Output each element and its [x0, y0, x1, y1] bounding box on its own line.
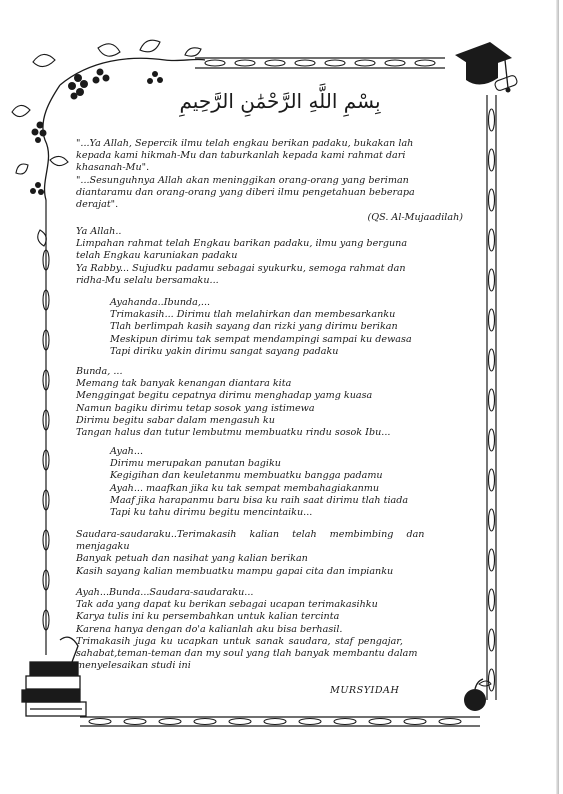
mother-line: Bunda, ...: [76, 366, 123, 377]
quote-line: diantaramu dan orang-orang yang diberi ilmu pengetahuan beberapa: [76, 186, 415, 198]
closing-line: Karya tulis ini ku persembahkan untuk kalian tercinta: [76, 611, 340, 623]
graduation-cap-icon: [455, 42, 518, 93]
mother-line: Dirimu begitu sabar dalam mengasuh ku: [76, 414, 275, 426]
father-line: Maaf jika harapanmu baru bisa ku raih saat dirimu tlah tiada: [110, 494, 409, 506]
father-line: Tapi ku tahu dirimu begitu mencintaiku...: [110, 507, 313, 519]
father-block: [110, 446, 450, 519]
basmala-calligraphy: [179, 74, 381, 122]
father-line: Kegigihan dan keuletanmu membuatku bangga padamu: [110, 470, 383, 482]
siblings-block: [76, 529, 464, 578]
siblings-line: Kasih sayang kalian membuatku mampu gapai cita dan impianku: [76, 565, 394, 577]
mother-line: Namun bagiku dirimu tetap sosok yang istimewa: [76, 402, 315, 414]
quote-block: [76, 138, 464, 211]
parents-line: Tapi diriku yakin dirimu sangat sayang padaku: [110, 345, 339, 357]
prayer-line: ridha-Mu selalu bersamaku...: [76, 274, 219, 286]
prayer-line: telah Engkau karuniakan padaku: [76, 250, 238, 262]
parents-line: Tlah berlimpah kasih sayang dan rizki yang dirimu berikan: [110, 321, 398, 333]
prayer-block: [76, 226, 464, 287]
mother-block: [76, 366, 464, 439]
parents-block: [110, 297, 450, 358]
closing-line: menyelesaikan studi ini: [76, 660, 191, 672]
closing-line: Karena hanya dengan do'a kalianlah aku bisa berhasil.: [76, 623, 343, 635]
closing-block: [76, 587, 464, 672]
mother-line: Memang tak banyak kenangan diantara kita: [76, 378, 292, 390]
siblings-line: menjagaku: [76, 541, 130, 553]
mother-line: Tangan halus dan tutur lembutmu membuatku rindu sosok Ibu...: [76, 427, 391, 439]
father-line: Dirimu merupakan panutan bagiku: [110, 458, 281, 470]
siblings-line: Banyak petuah dan nasihat yang kalian berikan: [76, 553, 308, 565]
closing-line: Trimakasih juga ku ucapkan untuk sanak saudara, staf pengajar,: [76, 635, 403, 647]
parents-line: Meskipun dirimu tak sempat mendampingi sampai ku dewasa: [110, 333, 412, 345]
quote-line: derajat".: [76, 199, 119, 211]
mother-line: Menggingat begitu cepatnya dirimu menghadap yamg kuasa: [76, 390, 373, 402]
quote-line: khasanah-Mu".: [76, 162, 150, 174]
siblings-line: Saudara-saudaraku..Terimakasih kalian telah membimbing dan: [76, 529, 425, 540]
quote-line: kepada kami hikmah-Mu dan taburkanlah kepada kami rahmat dari: [76, 150, 406, 162]
closing-line: Ayah...Bunda...Saudara-saudaraku...: [76, 587, 254, 598]
signature-name: MURSYIDAH: [330, 685, 400, 696]
father-line: Ayah...: [110, 446, 144, 457]
prayer-line: Ya Allah..: [76, 226, 122, 237]
prayer-line: Ya Rabby... Sujudku padamu sebagai syukurku, semoga rahmat dan: [76, 262, 406, 274]
parents-line: Trimakasih... Dirimu tlah melahirkan dan membesarkanku: [110, 309, 396, 321]
quote-line: "...Ya Allah, Sepercik ilmu telah engkau berikan padaku, bukakan lah: [76, 138, 414, 149]
basmala-text: بِسْمِ اللَّهِ الرَّحْمَٰنِ الرَّحِيمِ: [179, 89, 381, 113]
father-line: Ayah... maafkan jika ku tak sempat membahagiakanmu: [110, 482, 380, 494]
quote-line: "...Sesunguhnya Allah akan meninggikan orang-orang yang beriman: [76, 174, 409, 186]
quote-reference: (QS. Al-Mujaadilah): [367, 212, 463, 223]
closing-line: Tak ada yang dapat ku berikan sebagai ucapan terimakasihku: [76, 599, 378, 611]
prayer-line: Limpahan rahmat telah Engkau barikan padaku, ilmu yang berguna: [76, 238, 408, 250]
closing-line: sahabat,teman-teman dan my soul yang tlah banyak membantu dalam: [76, 648, 418, 660]
parents-line: Ayahanda..Ibunda,...: [110, 297, 211, 308]
